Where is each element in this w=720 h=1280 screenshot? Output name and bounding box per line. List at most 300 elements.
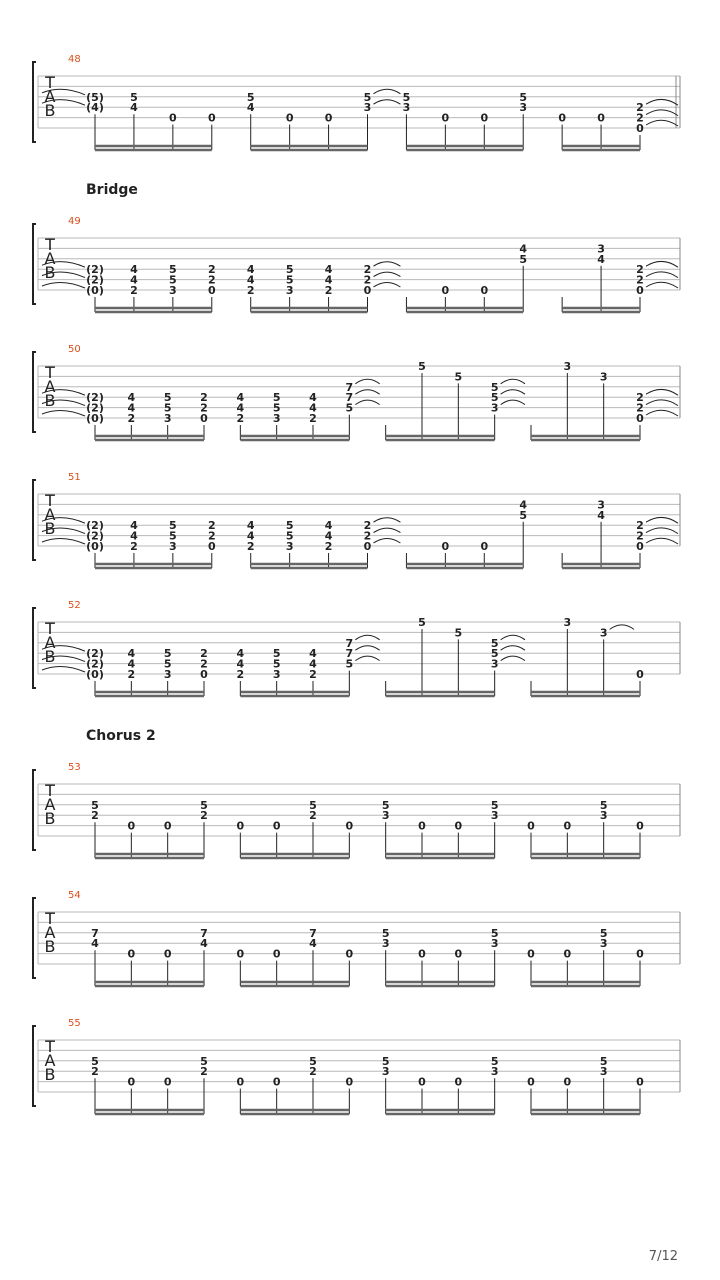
measure-number: 48 xyxy=(68,54,81,65)
fret-number: 5 xyxy=(200,798,208,812)
fret-number: 7 xyxy=(345,391,354,405)
fret-number: 5 xyxy=(519,252,528,266)
fret-number: 5 xyxy=(163,657,172,671)
fret-number: 0 xyxy=(636,284,644,297)
fret-number: 2 xyxy=(200,401,208,415)
fret-number: 0 xyxy=(636,947,644,961)
clef-letter-b: B xyxy=(44,391,56,410)
tie-arc xyxy=(355,646,379,651)
fret-number: 5 xyxy=(130,90,138,104)
fret-number: 0 xyxy=(207,540,216,553)
fret-number: 0 xyxy=(345,1075,354,1089)
fret-number: 2 xyxy=(127,412,136,425)
fret-number: 0 xyxy=(363,284,372,297)
fret-number: 0 xyxy=(441,111,450,125)
fret-number: 2 xyxy=(246,540,255,553)
fret-number: 4 xyxy=(324,273,333,287)
fret-number: 0 xyxy=(480,111,489,125)
fret-number: 2 xyxy=(636,391,644,405)
fret-number: 0 xyxy=(480,284,489,297)
system-bracket xyxy=(33,1026,36,1106)
fret-number: 2 xyxy=(636,111,644,125)
fret-number: 0 xyxy=(324,111,333,125)
fret-number: 4 xyxy=(309,937,317,951)
tie-arc xyxy=(355,656,379,661)
fret-number: 2 xyxy=(636,401,644,415)
fret-number: 5 xyxy=(285,273,294,287)
tie-arc xyxy=(355,379,379,384)
tie-arc xyxy=(355,400,379,405)
fret-number: 5 xyxy=(418,360,426,373)
section-label: Bridge xyxy=(86,182,138,198)
fret-number: 5 xyxy=(418,616,426,629)
fret-number: 2 xyxy=(309,668,317,681)
fret-number: 0 xyxy=(636,540,644,553)
fret-number: 4 xyxy=(309,401,317,415)
fret-number: 0 xyxy=(272,819,281,833)
fret-number: 4 xyxy=(130,101,138,115)
fret-number: 2 xyxy=(91,809,99,823)
fret-number: 7 xyxy=(91,926,99,940)
tie-arc xyxy=(501,646,525,651)
clef-letter-t: T xyxy=(45,363,55,382)
fret-number: 2 xyxy=(91,1065,99,1079)
fret-number: 7 xyxy=(345,636,354,650)
fret-number: 3 xyxy=(519,101,528,115)
fret-number: 3 xyxy=(599,626,608,640)
fret-number: 0 xyxy=(454,819,463,833)
fret-number: 4 xyxy=(246,519,255,533)
fret-number: 0 xyxy=(285,111,294,125)
fret-number: 5 xyxy=(169,273,177,287)
fret-number: 4 xyxy=(236,647,245,661)
fret-number: 0 xyxy=(558,111,566,125)
fret-number: 0 xyxy=(127,1075,136,1089)
fret-number: 0 xyxy=(163,1075,172,1089)
fret-number: 7 xyxy=(345,380,354,394)
fret-number: 2 xyxy=(127,668,136,681)
fret-number: 5 xyxy=(454,370,463,384)
tie-arc xyxy=(501,635,525,640)
fret-number: 5 xyxy=(169,529,177,543)
clef-letter-b: B xyxy=(44,519,56,538)
fret-number: 0 xyxy=(363,540,372,553)
fret-number: 4 xyxy=(597,508,605,522)
fret-number: 5 xyxy=(345,657,354,671)
measure-number: 55 xyxy=(68,1018,81,1029)
section-label: Chorus 2 xyxy=(86,728,156,744)
fret-number: 0 xyxy=(169,111,177,125)
fret-number: 0 xyxy=(527,947,535,961)
fret-number: 5 xyxy=(272,391,281,405)
clef-letter-a: A xyxy=(44,795,56,814)
fret-number: 3 xyxy=(272,412,281,425)
fret-number: 0 xyxy=(200,668,208,681)
fret-number: 5 xyxy=(381,926,390,940)
fret-number: 3 xyxy=(285,284,294,297)
fret-number: 3 xyxy=(597,498,605,512)
fret-number: 0 xyxy=(563,819,572,833)
fret-number: 2 xyxy=(207,263,216,277)
fret-number: 3 xyxy=(490,937,499,951)
clef-letter-a: A xyxy=(44,249,56,268)
fret-number: 5 xyxy=(91,1054,99,1068)
clef-letter-t: T xyxy=(45,235,55,254)
clef-letter-a: A xyxy=(44,87,56,106)
fret-number: 4 xyxy=(597,252,605,266)
fret-number: 3 xyxy=(163,412,172,425)
clef-letter-t: T xyxy=(45,619,55,638)
fret-number: 5 xyxy=(490,798,499,812)
tie-arc xyxy=(501,400,525,405)
tie-arc xyxy=(374,100,401,105)
fret-number: 3 xyxy=(563,616,572,629)
tie-arc xyxy=(374,89,401,94)
tie-arc xyxy=(646,528,678,534)
fret-number: (0) xyxy=(86,412,104,425)
fret-number: 7 xyxy=(309,926,317,940)
fret-number: 4 xyxy=(130,519,138,533)
clef-letter-t: T xyxy=(45,781,55,800)
fret-number: 3 xyxy=(363,101,372,115)
fret-number: 0 xyxy=(207,111,216,125)
fret-number: 2 xyxy=(207,529,216,543)
tab-system xyxy=(33,600,680,696)
fret-number: 4 xyxy=(246,273,255,287)
fret-number: 2 xyxy=(363,273,372,287)
clef-letter-a: A xyxy=(44,633,56,652)
clef-letter-a: A xyxy=(44,923,56,942)
fret-number: 5 xyxy=(490,647,499,661)
fret-number: 4 xyxy=(519,498,528,512)
fret-number: 5 xyxy=(272,647,281,661)
fret-number: 0 xyxy=(563,947,572,961)
fret-number: 2 xyxy=(130,284,138,297)
fret-number: 0 xyxy=(163,947,172,961)
fret-number: 5 xyxy=(345,401,354,415)
measure-number: 50 xyxy=(68,344,81,355)
fret-number: 3 xyxy=(490,809,499,823)
fret-number: 3 xyxy=(599,809,608,823)
fret-number: 5 xyxy=(599,1054,608,1068)
fret-number: 0 xyxy=(454,1075,463,1089)
fret-number: 2 xyxy=(636,519,644,533)
fret-number: 2 xyxy=(200,1065,208,1079)
tie-arc xyxy=(646,99,678,105)
fret-number: 2 xyxy=(200,809,208,823)
fret-number: 4 xyxy=(324,529,333,543)
measure-number: 53 xyxy=(68,762,81,773)
system-bracket xyxy=(33,352,36,432)
tie-arc xyxy=(646,389,678,395)
fret-number: (5) xyxy=(86,90,104,104)
fret-number: 5 xyxy=(246,90,255,104)
fret-number: 4 xyxy=(127,647,136,661)
fret-number: 0 xyxy=(480,540,489,553)
fret-number: 0 xyxy=(636,668,644,681)
clef-letter-t: T xyxy=(45,491,55,510)
tie-arc xyxy=(646,400,678,406)
fret-number: 0 xyxy=(418,1075,426,1089)
fret-number: 0 xyxy=(597,111,605,125)
fret-number: (2) xyxy=(86,401,104,415)
fret-number: 5 xyxy=(285,519,294,533)
tab-system xyxy=(33,216,680,312)
tie-arc xyxy=(646,110,678,116)
fret-number: 7 xyxy=(200,926,208,940)
fret-number: 0 xyxy=(345,819,354,833)
fret-number: 0 xyxy=(236,1075,245,1089)
tie-arc xyxy=(42,410,85,416)
fret-number: (2) xyxy=(86,519,104,533)
fret-number: 0 xyxy=(200,412,208,425)
tie-arc xyxy=(646,517,678,523)
tie-arc xyxy=(646,120,678,126)
fret-number: 0 xyxy=(636,412,644,425)
fret-number: (0) xyxy=(86,540,104,553)
tie-arc xyxy=(355,390,379,395)
fret-number: 4 xyxy=(246,101,255,115)
fret-number: 4 xyxy=(91,937,99,951)
system-bracket xyxy=(33,480,36,560)
fret-number: 5 xyxy=(519,508,528,522)
tie-arc xyxy=(646,282,678,288)
measure-number: 51 xyxy=(68,472,81,483)
fret-number: 5 xyxy=(490,1054,499,1068)
system-bracket xyxy=(33,62,36,142)
tab-system xyxy=(33,762,680,858)
fret-number: 5 xyxy=(285,263,294,277)
fret-number: 4 xyxy=(519,242,528,256)
clef-letter-b: B xyxy=(44,809,56,828)
fret-number: 3 xyxy=(381,809,390,823)
clef-letter-b: B xyxy=(44,937,56,956)
fret-number: 0 xyxy=(454,947,463,961)
fret-number: 3 xyxy=(490,1065,499,1079)
tie-arc xyxy=(374,539,401,544)
fret-number: 4 xyxy=(127,401,136,415)
tie-arc xyxy=(42,666,85,672)
fret-number: 5 xyxy=(200,1054,208,1068)
fret-number: 4 xyxy=(130,273,138,287)
fret-number: 3 xyxy=(285,540,294,553)
measure-number: 54 xyxy=(68,890,81,901)
clef-letter-a: A xyxy=(44,1051,56,1070)
fret-number: 0 xyxy=(527,1075,535,1089)
fret-number: 0 xyxy=(563,1075,572,1089)
tab-system xyxy=(33,890,680,986)
fret-number: 2 xyxy=(130,540,138,553)
fret-number: 4 xyxy=(127,391,136,405)
measure-number: 49 xyxy=(68,216,81,227)
fret-number: 4 xyxy=(309,657,317,671)
fret-number: 5 xyxy=(272,657,281,671)
fret-number: 5 xyxy=(309,1054,317,1068)
fret-number: (2) xyxy=(86,391,104,405)
fret-number: 0 xyxy=(163,819,172,833)
fret-number: 3 xyxy=(597,242,605,256)
fret-number: 0 xyxy=(418,947,426,961)
system-bracket xyxy=(33,608,36,688)
fret-number: 2 xyxy=(363,519,372,533)
fret-number: 3 xyxy=(169,284,177,297)
tie-arc xyxy=(646,261,678,267)
fret-number: 0 xyxy=(236,947,245,961)
clef-letter-b: B xyxy=(44,647,56,666)
measure-number: 52 xyxy=(68,600,81,611)
fret-number: 4 xyxy=(130,529,138,543)
clef-letter-a: A xyxy=(44,377,56,396)
fret-number: 5 xyxy=(402,90,411,104)
fret-number: 2 xyxy=(636,529,644,543)
clef-letter-a: A xyxy=(44,505,56,524)
tie-arc xyxy=(501,656,525,661)
fret-number: 3 xyxy=(599,937,608,951)
fret-number: 3 xyxy=(490,401,499,415)
fret-number: (2) xyxy=(86,273,104,287)
fret-number: 4 xyxy=(324,519,333,533)
clef-letter-b: B xyxy=(44,263,56,282)
fret-number: 0 xyxy=(272,947,281,961)
fret-number: 5 xyxy=(363,90,372,104)
fret-number: 2 xyxy=(636,101,644,115)
fret-number: 5 xyxy=(163,401,172,415)
tie-arc xyxy=(610,625,634,630)
fret-number: 2 xyxy=(200,647,208,661)
tie-arc xyxy=(646,272,678,278)
fret-number: 0 xyxy=(127,819,136,833)
fret-number: 5 xyxy=(163,647,172,661)
fret-number: 0 xyxy=(345,947,354,961)
clef-letter-t: T xyxy=(45,1037,55,1056)
fret-number: (2) xyxy=(86,263,104,277)
fret-number: 2 xyxy=(363,263,372,277)
fret-number: 0 xyxy=(127,947,136,961)
fret-number: 0 xyxy=(636,819,644,833)
fret-number: (2) xyxy=(86,529,104,543)
fret-number: 4 xyxy=(236,657,245,671)
fret-number: 3 xyxy=(599,370,608,384)
fret-number: 3 xyxy=(169,540,177,553)
fret-number: 4 xyxy=(127,657,136,671)
fret-number: 2 xyxy=(207,519,216,533)
fret-number: 5 xyxy=(381,798,390,812)
fret-number: (0) xyxy=(86,668,104,681)
fret-number: 0 xyxy=(527,819,535,833)
fret-number: 3 xyxy=(402,101,411,115)
fret-number: 5 xyxy=(490,926,499,940)
fret-number: 3 xyxy=(490,657,499,671)
fret-number: 3 xyxy=(163,668,172,681)
system-bracket xyxy=(33,898,36,978)
clef-letter-t: T xyxy=(45,73,55,92)
fret-number: 2 xyxy=(309,1065,317,1079)
fret-number: 0 xyxy=(207,284,216,297)
tie-arc xyxy=(42,282,85,288)
fret-number: 2 xyxy=(324,284,333,297)
fret-number: 2 xyxy=(363,529,372,543)
fret-number: 5 xyxy=(599,798,608,812)
tie-arc xyxy=(374,518,401,523)
fret-number: 3 xyxy=(599,1065,608,1079)
fret-number: 5 xyxy=(490,636,499,650)
fret-number: (4) xyxy=(86,101,104,115)
fret-number: (2) xyxy=(86,657,104,671)
clef-letter-t: T xyxy=(45,909,55,928)
fret-number: 5 xyxy=(169,519,177,533)
fret-number: 5 xyxy=(519,90,528,104)
fret-number: 0 xyxy=(441,540,450,553)
fret-number: 2 xyxy=(246,284,255,297)
tab-system xyxy=(33,344,680,440)
fret-number: 3 xyxy=(563,360,572,373)
tab-system xyxy=(33,472,680,568)
fret-number: 5 xyxy=(490,391,499,405)
fret-number: 5 xyxy=(490,380,499,394)
tab-system xyxy=(33,1018,680,1114)
fret-number: 2 xyxy=(236,668,245,681)
tie-arc xyxy=(374,272,401,277)
fret-number: 5 xyxy=(163,391,172,405)
fret-number: 5 xyxy=(285,529,294,543)
fret-number: 2 xyxy=(236,412,245,425)
fret-number: 4 xyxy=(246,529,255,543)
fret-number: 2 xyxy=(207,273,216,287)
fret-number: (2) xyxy=(86,647,104,661)
tie-arc xyxy=(374,283,401,288)
tie-arc xyxy=(501,379,525,384)
fret-number: 0 xyxy=(441,284,450,297)
fret-number: 3 xyxy=(272,668,281,681)
fret-number: 5 xyxy=(599,926,608,940)
fret-number: 3 xyxy=(381,1065,390,1079)
fret-number: 4 xyxy=(236,401,245,415)
tie-arc xyxy=(646,410,678,416)
fret-number: 4 xyxy=(246,263,255,277)
page-number: 7/12 xyxy=(648,1249,678,1264)
clef-letter-b: B xyxy=(44,1065,56,1084)
fret-number: 4 xyxy=(309,647,317,661)
fret-number: 5 xyxy=(169,263,177,277)
tie-arc xyxy=(42,538,85,544)
system-bracket xyxy=(33,224,36,304)
tie-arc xyxy=(374,528,401,533)
fret-number: 0 xyxy=(236,819,245,833)
fret-number: 7 xyxy=(345,647,354,661)
fret-number: 2 xyxy=(200,391,208,405)
tie-arc xyxy=(646,538,678,544)
clef-letter-b: B xyxy=(44,101,56,120)
fret-number: 2 xyxy=(636,263,644,277)
fret-number: 5 xyxy=(309,798,317,812)
fret-number: (0) xyxy=(86,284,104,297)
fret-number: 2 xyxy=(636,273,644,287)
fret-number: 2 xyxy=(309,809,317,823)
fret-number: 2 xyxy=(309,412,317,425)
fret-number: 5 xyxy=(381,1054,390,1068)
tie-arc xyxy=(501,390,525,395)
tab-system xyxy=(33,54,680,150)
fret-number: 0 xyxy=(272,1075,281,1089)
fret-number: 0 xyxy=(636,1075,644,1089)
fret-number: 5 xyxy=(272,401,281,415)
fret-number: 4 xyxy=(324,263,333,277)
fret-number: 5 xyxy=(91,798,99,812)
fret-number: 4 xyxy=(236,391,245,405)
fret-number: 4 xyxy=(309,391,317,405)
fret-number: 0 xyxy=(636,122,644,135)
fret-number: 5 xyxy=(454,626,463,640)
